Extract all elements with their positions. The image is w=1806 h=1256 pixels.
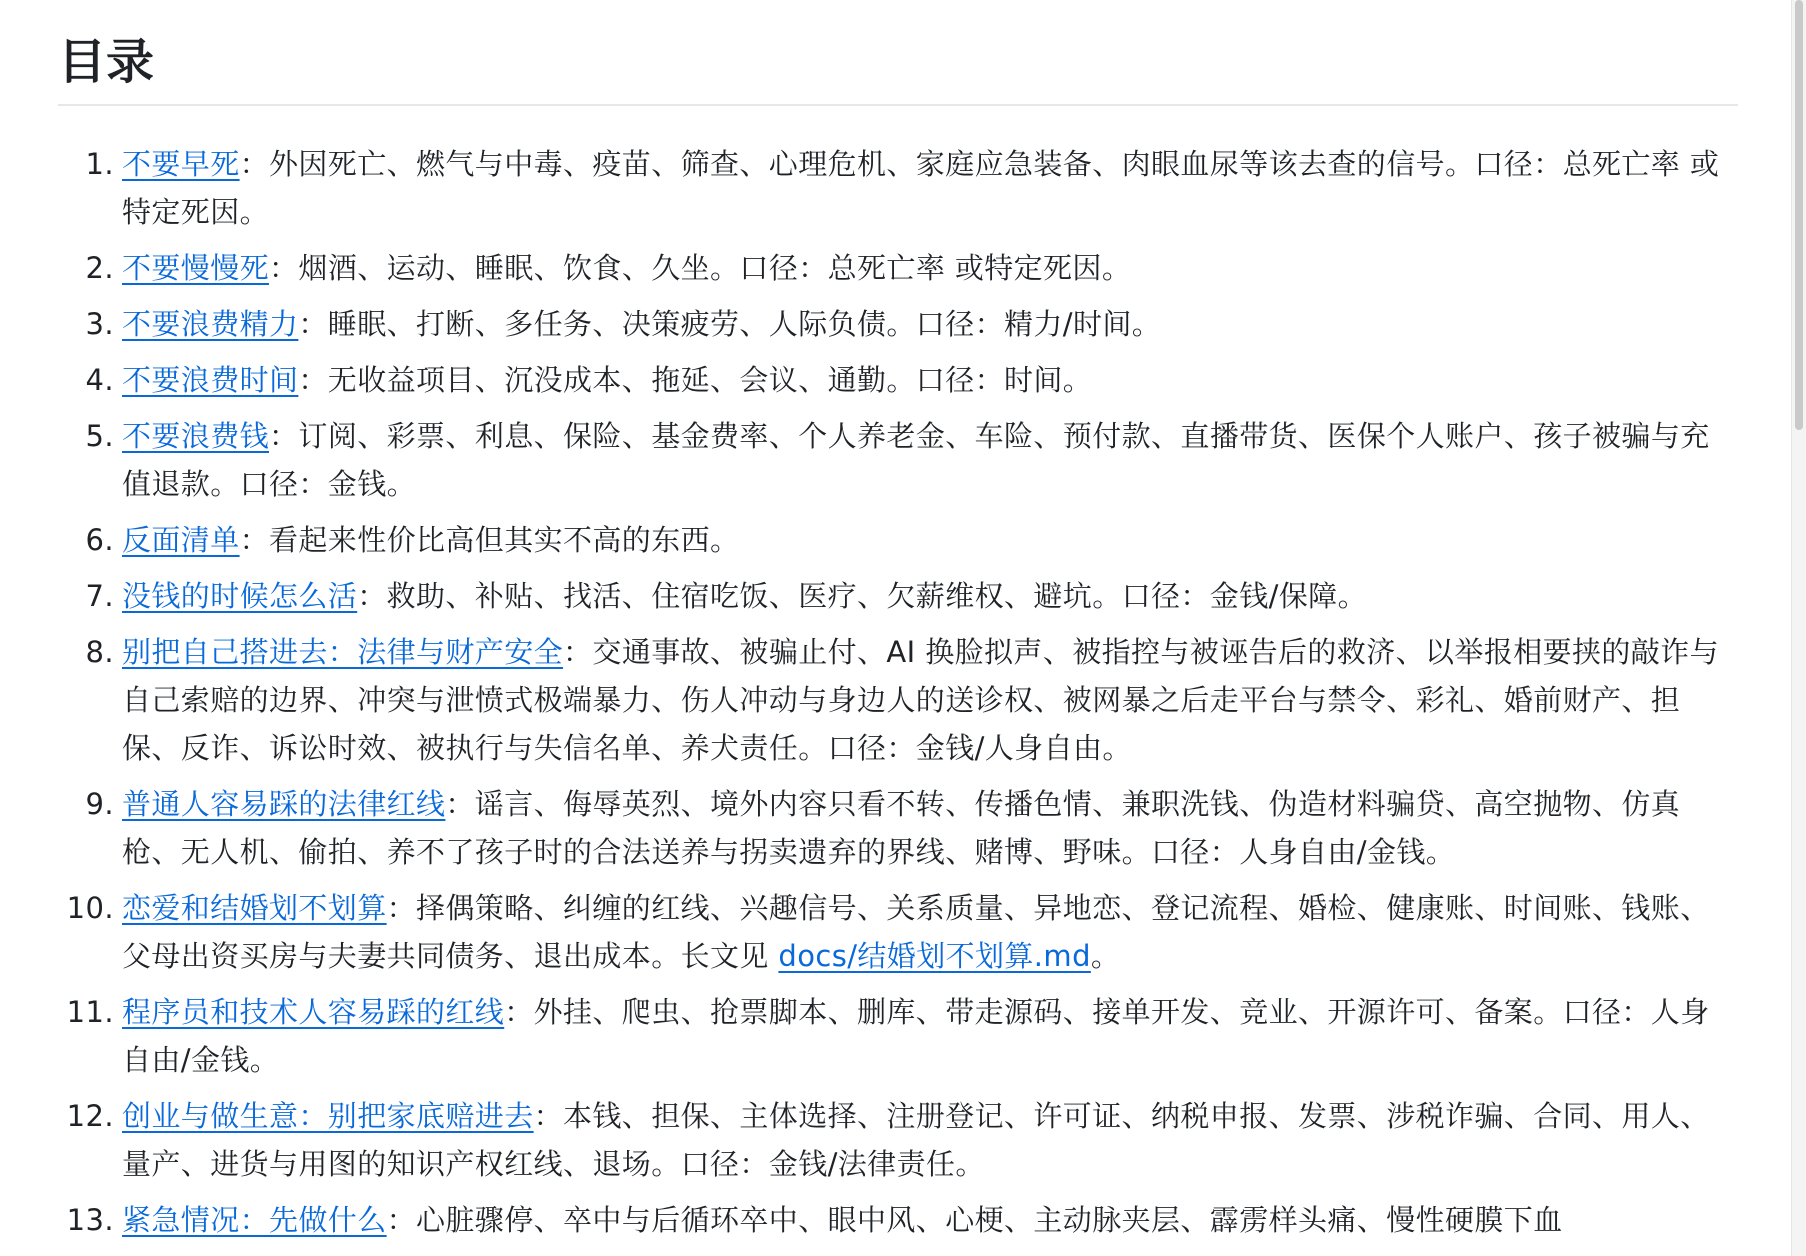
toc-item xyxy=(85,412,1734,508)
toc-link[interactable]: 不要早死 xyxy=(122,147,240,181)
toc-item xyxy=(66,884,1734,980)
toc-item xyxy=(85,300,1734,348)
item-description: ：救助、补贴、找活、住宿吃饭、医疗、欠薪维权、避坑。口径：金钱/保障。 xyxy=(357,579,1367,613)
item-number: 5. xyxy=(85,419,114,453)
toc-item xyxy=(66,988,1734,1084)
item-description: ：交通事故、被骗止付、AI 换脸拟声、被指控与被诬告后的救济、以举报相要挟的敲诈与自己索赔的边界、冲突与泄愤式极端暴力、伤人冲动与身边人的送诊权、被网暴之后走平台与禁令、彩礼、婚前财产、担保、反诈、诉讼时效、被执行与失信名单、养犬责任。口径：金钱/人身自由。 xyxy=(122,635,1720,765)
item-number: 9. xyxy=(85,787,114,821)
table-of-contents xyxy=(66,140,1734,1252)
item-description: ：订阅、彩票、利息、保险、基金费率、个人养老金、车险、预付款、直播带货、医保个人账户、孩子被骗与充值退款。口径：金钱。 xyxy=(122,419,1710,501)
heading-divider xyxy=(58,104,1738,106)
item-number: 11. xyxy=(66,995,114,1029)
item-description: ：外因死亡、燃气与中毒、疫苗、筛查、心理危机、家庭应急装备、肉眼血尿等该去查的信号。口径：总死亡率 或特定死因。 xyxy=(122,147,1720,229)
vertical-scrollbar[interactable] xyxy=(1791,0,1806,1256)
toc-link[interactable]: 程序员和技术人容易踩的红线 xyxy=(122,995,505,1029)
item-number: 10. xyxy=(66,891,114,925)
toc-item xyxy=(85,628,1734,772)
item-description-tail: 。 xyxy=(1090,939,1121,973)
item-description: ：择偶策略、纠缠的红线、兴趣信号、关系质量、异地恋、登记流程、婚检、健康账、时间账、钱账、父母出资买房与夫妻共同债务、退出成本。长文见 xyxy=(122,891,1710,973)
toc-item xyxy=(66,1196,1734,1244)
toc-item xyxy=(85,516,1734,564)
item-description: ：无收益项目、沉没成本、拖延、会议、通勤。口径：时间。 xyxy=(298,363,1093,397)
scrollbar-thumb[interactable] xyxy=(1795,0,1803,430)
item-number: 8. xyxy=(85,635,114,669)
toc-link[interactable]: 不要慢慢死 xyxy=(122,251,270,285)
item-number: 13. xyxy=(66,1203,114,1237)
toc-link[interactable]: 恋爱和结婚划不划算 xyxy=(122,891,387,925)
item-description: ：外挂、爬虫、抢票脚本、删库、带走源码、接单开发、竞业、开源许可、备案。口径：人身自由/金钱。 xyxy=(122,995,1710,1077)
toc-link[interactable]: 不要浪费时间 xyxy=(122,363,299,397)
item-number: 12. xyxy=(66,1099,114,1133)
toc-link[interactable]: 没钱的时候怎么活 xyxy=(122,579,358,613)
item-number: 2. xyxy=(85,251,114,285)
toc-item xyxy=(66,1092,1734,1188)
item-description: ：谣言、侮辱英烈、境外内容只看不转、传播色情、兼职洗钱、伪造材料骗贷、高空抛物、仿真枪、无人机、偷拍、养不了孩子时的合法送养与拐卖遗弃的界线、赌博、野味。口径：人身自由/金钱。 xyxy=(122,787,1681,869)
item-number: 4. xyxy=(85,363,114,397)
item-description: ：心脏骤停、卒中与后循环卒中、眼中风、心梗、主动脉夹层、霹雳样头痛、慢性硬膜下血 xyxy=(386,1203,1563,1237)
item-description: ：烟酒、运动、睡眠、饮食、久坐。口径：总死亡率 或特定死因。 xyxy=(269,251,1132,285)
toc-item xyxy=(85,244,1734,292)
toc-item xyxy=(85,572,1734,620)
toc-link[interactable]: 创业与做生意：别把家底赔进去 xyxy=(122,1099,534,1133)
item-description: ：看起来性价比高但其实不高的东西。 xyxy=(239,523,740,557)
toc-link[interactable]: 不要浪费钱 xyxy=(122,419,270,453)
toc-link[interactable]: 紧急情况：先做什么 xyxy=(122,1203,387,1237)
item-number: 1. xyxy=(85,147,114,181)
toc-item xyxy=(85,780,1734,876)
toc-link[interactable]: 普通人容易踩的法律红线 xyxy=(122,787,446,821)
item-number: 6. xyxy=(85,523,114,557)
page-title: 目录 xyxy=(58,34,155,90)
item-description: ：本钱、担保、主体选择、注册登记、许可证、纳税申报、发票、涉税诈骗、合同、用人、量产、进货与用图的知识产权红线、退场。口径：金钱/法律责任。 xyxy=(122,1099,1710,1181)
item-description: ：睡眠、打断、多任务、决策疲劳、人际负债。口径：精力/时间。 xyxy=(298,307,1162,341)
item-number: 3. xyxy=(85,307,114,341)
toc-item xyxy=(85,140,1734,236)
toc-link[interactable]: 别把自己搭进去：法律与财产安全 xyxy=(122,635,564,669)
doc-link[interactable]: docs/结婚划不划算.md xyxy=(778,939,1091,973)
toc-link[interactable]: 不要浪费精力 xyxy=(122,307,299,341)
toc-item xyxy=(85,356,1734,404)
item-number: 7. xyxy=(85,579,114,613)
toc-link[interactable]: 反面清单 xyxy=(122,523,240,557)
